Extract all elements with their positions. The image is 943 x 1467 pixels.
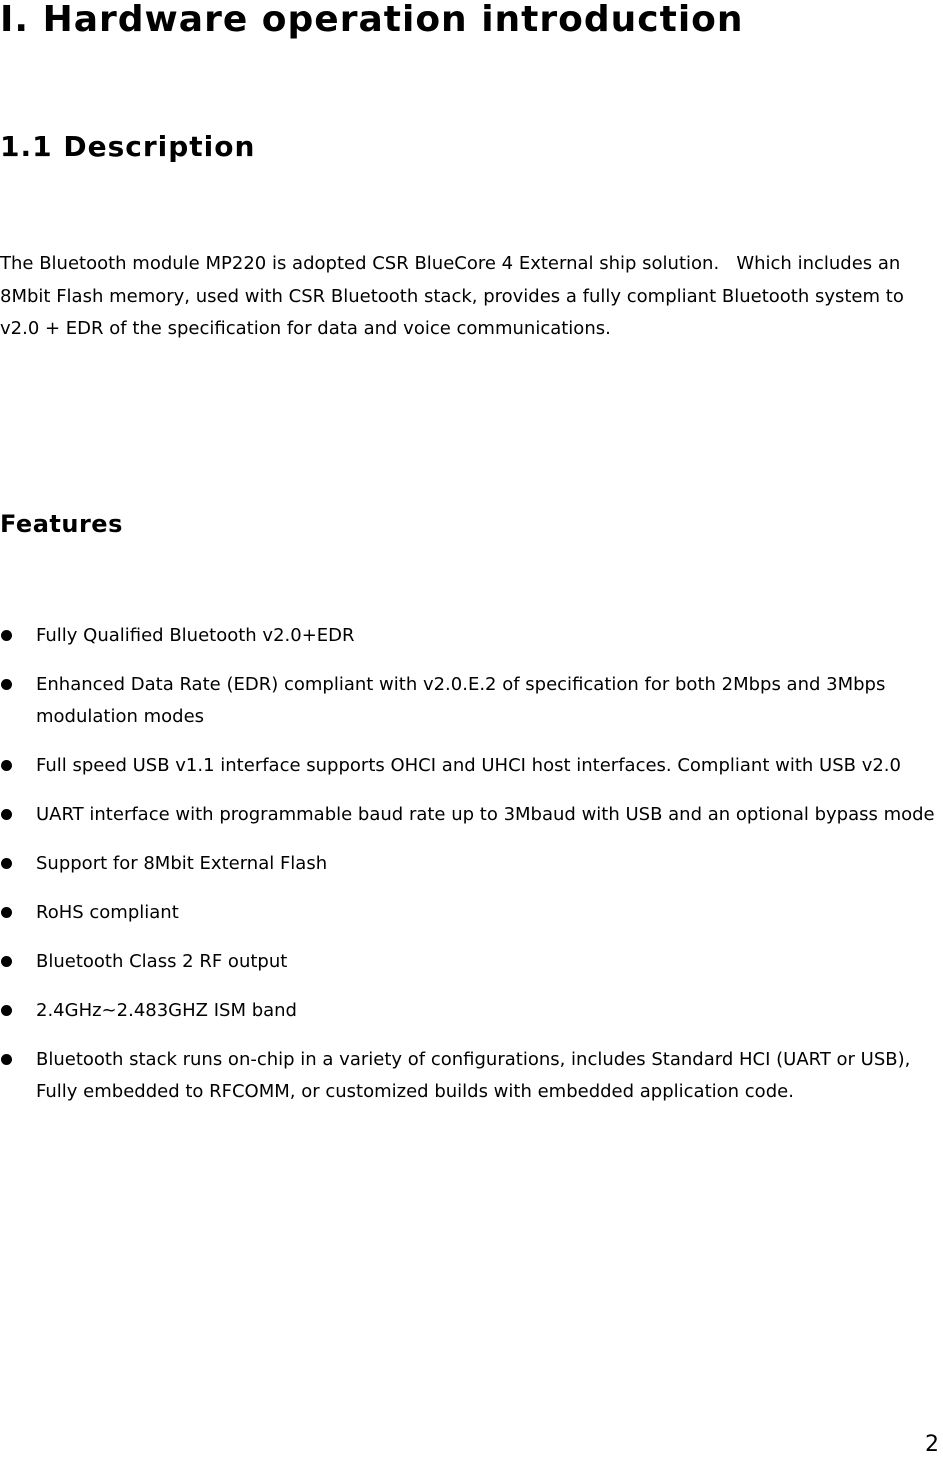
feature-text: UART interface with programmable baud rate up to 3Mbaud with USB and an optional bypass mode [36, 804, 935, 825]
description-paragraph: The Bluetooth module MP220 is adopted CSR BlueCore 4 External ship solution. Which includes an 8Mbit Flash memory, used with CSR Bluetooth stack, provides a fully compliant Bluetooth system to v2.0 + EDR of the specification for data and voice communications. [0, 253, 904, 339]
list-item [0, 995, 935, 1027]
features-heading: Features [0, 510, 123, 538]
feature-text: Bluetooth stack runs on-chip in a variety of configurations, includes Standard HCI (UART or USB), Fully embedded to RFCOMM, or customized builds with embedded application code. [36, 1049, 911, 1102]
bullet-icon [1, 630, 12, 641]
list-item [0, 799, 935, 831]
list-item [0, 669, 935, 733]
feature-text: Fully Qualified Bluetooth v2.0+EDR [36, 625, 355, 646]
bullet-icon [1, 907, 12, 918]
page-number: 2 [925, 1432, 939, 1457]
list-item [0, 1044, 935, 1108]
bullet-icon [1, 809, 12, 820]
bullet-icon [1, 679, 12, 690]
page-title: Ⅰ. Hardware operation introduction [0, 0, 744, 40]
feature-text: Bluetooth Class 2 RF output [36, 951, 288, 972]
feature-text: 2.4GHz~2.483GHZ ISM band [36, 1000, 297, 1021]
feature-text: RoHS compliant [36, 902, 179, 923]
feature-text: Enhanced Data Rate (EDR) compliant with v2.0.E.2 of specification for both 2Mbps and 3Mbps modulation modes [36, 674, 886, 727]
list-item [0, 848, 935, 880]
bullet-icon [1, 956, 12, 967]
bullet-icon [1, 1054, 12, 1065]
bullet-icon [1, 760, 12, 771]
list-item [0, 750, 935, 782]
list-item [0, 897, 935, 929]
list-item [0, 946, 935, 978]
feature-text: Full speed USB v1.1 interface supports OHCI and UHCI host interfaces. Compliant with USB v2.0 [36, 755, 901, 776]
section-heading-description: 1.1 Description [0, 130, 256, 163]
feature-list [0, 620, 935, 1125]
feature-text: Support for 8Mbit External Flash [36, 853, 328, 874]
bullet-icon [1, 1005, 12, 1016]
list-item [0, 620, 935, 652]
bullet-icon [1, 858, 12, 869]
